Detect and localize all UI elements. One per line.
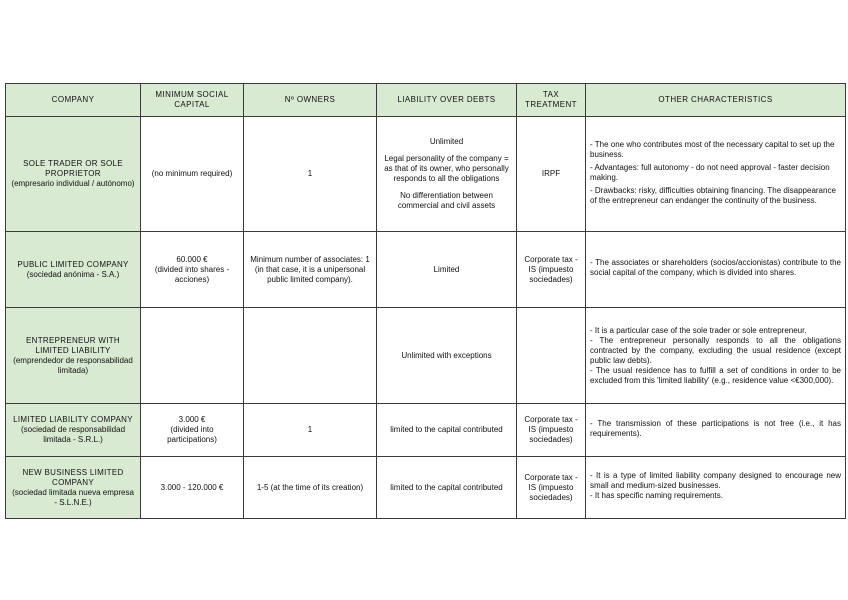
tax-cell: Corporate tax - IS (impuesto sociedades) [517,457,586,519]
capital-cell: 3.000 - 120.000 € [141,457,244,519]
liability-cell [377,117,517,232]
other-cell [586,404,846,457]
liability-line: No differentiation between commercial and civil assets [397,191,496,210]
capital-note: (divided into participations) [167,425,217,444]
capital-cell [141,232,244,308]
table-row [6,404,846,457]
company-local-name: (sociedad de responsabilidad limitada - S.R.L.) [20,425,126,444]
owners-cell: 1-5 (at the time of its creation) [244,457,377,519]
header-tax-treatment: TAX TREATMENT [517,84,586,117]
header-owners: Nº OWNERS [244,84,377,117]
owners-cell: 1 [244,117,377,232]
other-line: - The associates or shareholders (socios/accionistas) contribute to the social capital of the company, which is divided into shares. [590,258,841,277]
capital-amount: 60.000 € [176,254,208,264]
other-line: - The one who contributes most of the necessary capital to set up the business. [590,139,835,159]
other-line: - It is a particular case of the sole trader or sole entrepreneur. [590,325,807,335]
other-line: - The transmission of these participations is not free (i.e., it has requirements). [590,418,841,438]
tax-cell: Corporate tax - IS (impuesto sociedades) [517,404,586,457]
capital-cell [141,404,244,457]
table-row [6,117,846,232]
header-row [6,84,846,117]
liability-cell: limited to the capital contributed [377,457,517,519]
company-cell [6,404,141,457]
liability-cell: Limited [377,232,517,308]
header-liability: LIABILITY OVER DEBTS [377,84,517,117]
other-cell [586,308,846,404]
header-company: COMPANY [6,84,141,117]
company-name: ENTREPRENEUR WITH LIMITED LIABILITY [26,335,120,355]
other-line: - The entrepreneur personally responds to all the obligations contracted by the company, excluding the usual residence (except public law debts). [590,335,841,365]
other-line: - Drawbacks: risky, difficulties obtaining financing. The disappearance of the entrepreneur can endanger the continuity of the business. [590,185,836,205]
table-row [6,232,846,308]
liability-line: Unlimited [429,137,464,146]
liability-line: Legal personality of the company = as that of its owner, who personally responds to all the obligations [384,154,509,183]
owners-cell: 1 [244,404,377,457]
company-cell [6,308,141,404]
company-name: PUBLIC LIMITED COMPANY [17,259,129,269]
tax-cell [517,308,586,404]
liability-cell: Unlimited with exceptions [377,308,517,404]
company-local-name: (empresario individual / autónomo) [11,179,135,188]
other-cell [586,232,846,308]
company-name: LIMITED LIABILITY COMPANY [13,415,133,424]
owners-cell [244,308,377,404]
tax-cell: Corporate tax - IS (impuesto sociedades) [517,232,586,308]
company-cell [6,457,141,519]
header-other-characteristics: OTHER CHARACTERISTICS [586,84,846,117]
other-line: - It has specific naming requirements. [590,491,723,500]
company-cell [6,232,141,308]
capital-cell: (no minimum required) [141,117,244,232]
other-cell [586,457,846,519]
company-name: NEW BUSINESS LIMITED COMPANY [22,467,124,487]
company-local-name: (emprendedor de responsabilidad limitada) [13,355,133,375]
company-name: SOLE TRADER OR SOLE PROPRIETOR [23,159,123,178]
tax-cell: IRPF [517,117,586,232]
liability-cell: limited to the capital contributed [377,404,517,457]
table-row [6,457,846,519]
table-row [6,308,846,404]
owners-cell: Minimum number of associates: 1 (in that case, it is a unipersonal public limited company). [244,232,377,308]
company-local-name: (sociedad limitada nueva empresa - S.L.N.E.) [12,487,134,507]
company-cell [6,117,141,232]
company-types-table [5,83,846,519]
company-local-name: (sociedad anónima - S.A.) [26,269,120,279]
other-cell [586,117,846,232]
capital-cell [141,308,244,404]
other-line: - It is a type of limited liability company designed to encourage new small and medium-sized businesses. [590,471,841,490]
other-line: - The usual residence has to fulfill a set of conditions in order to be excluded from this 'limited liability' (e.g., residence value <€300,000). [590,365,841,385]
header-minimum-capital: MINIMUM SOCIAL CAPITAL [141,84,244,117]
other-line: - Advantages: full autonomy - do not need approval - faster decision making. [590,162,830,182]
capital-amount: 3.000 € [178,415,206,424]
capital-note: (divided into shares - acciones) [154,264,230,284]
